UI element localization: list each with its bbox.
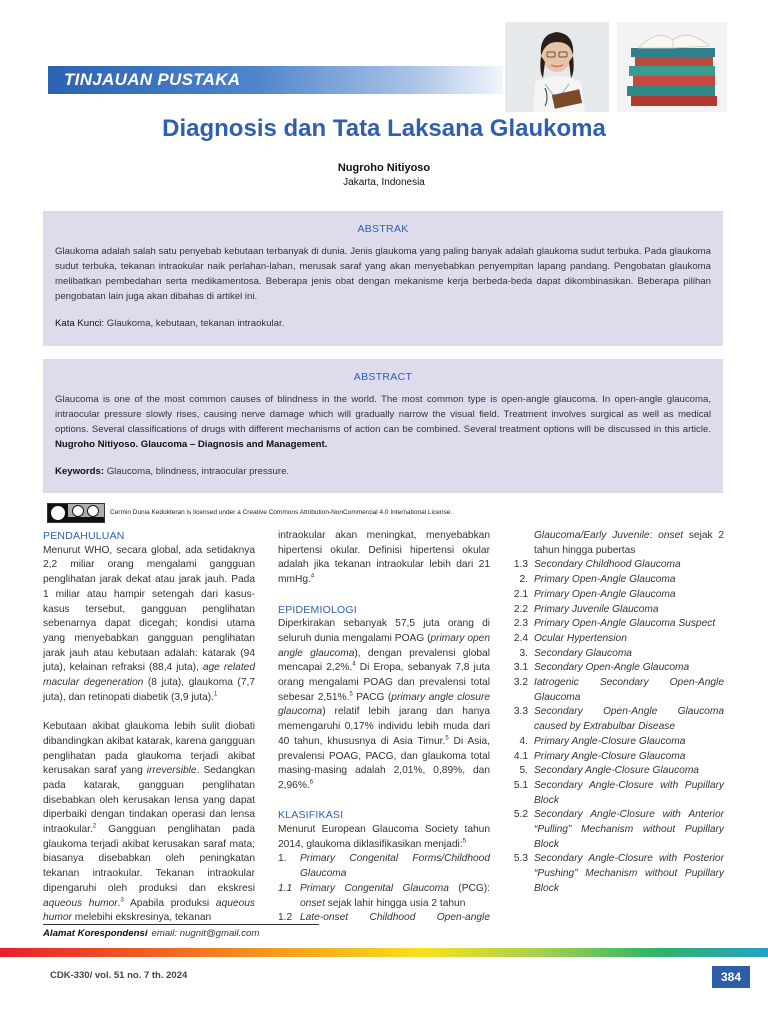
article-title: Diagnosis dan Tata Laksana Glaukoma: [162, 115, 606, 142]
abstrak-heading: ABSTRAK: [357, 223, 409, 235]
correspondence-label: Alamat Korespondensi: [43, 928, 148, 939]
list-item: 1.1 Primary Congenital Glaucoma (PCG): onset sejak lahir hingga usia 2 tahun: [278, 882, 491, 909]
list-item: 1.3 Secondary Childhood Glaucoma: [513, 559, 681, 571]
abstract-heading: ABSTRACT: [353, 371, 413, 383]
section-banner: [48, 66, 503, 94]
abstract-keywords-text: Glaucoma, blindness, intraocular pressure.: [104, 466, 290, 477]
column-2: [278, 529, 490, 926]
correspondence-email[interactable]: email: nugnit@gmail.com: [151, 928, 260, 939]
list-item: 3.1 Secondary Open-Angle Glaucoma: [513, 662, 690, 674]
list-item: 5.1 Secondary Angle-Closure with Pupillary Block: [513, 779, 724, 806]
footer-color-bar: [0, 948, 768, 957]
author-name: Nugroho Nitiyoso: [337, 162, 431, 174]
list-item: 5. Secondary Angle-Closure Glaucoma: [519, 765, 699, 777]
correspondence-divider: [43, 924, 319, 925]
cc-license-badge-icon[interactable]: [47, 503, 105, 523]
list-item: 3. Secondary Glaucoma: [519, 647, 632, 659]
list-item: 2.1 Primary Open-Angle Glaucoma: [513, 588, 676, 600]
classification-list: [510, 558, 724, 896]
page-number: 384: [712, 966, 750, 988]
abstrak-keywords-label: Kata Kunci:: [55, 318, 105, 329]
pendahuluan-paragraph-1: Menurut WHO, secara global, ada setidaknya 2,2 miliar orang mengalami gangguan penglihatan jarak dekat atau jarak jauh. Pada 1 miliar atau hampir setengah dari kasus-kasus tersebut, gangguan penglihatan sebenarnya dapat dicegah; kondisi utama yang menyebabkan gangguan penglihatan jarak jauh atau kebutaan adalah: katarak (94 juta), kelainan refraksi (88,4 juta), age related macular degeneration (8 juta), glaukoma (7,7 juta), dan retinopati diabetik (3,9 juta).$^1$: [43, 544, 255, 703]
section-label: TINJAUAN PUSTAKA: [64, 70, 241, 89]
list-item: 3.3 Secondary Open-Angle Glaucoma caused by Extrabulbar Disease: [513, 706, 724, 733]
abstract-box: [43, 359, 723, 493]
section-heading-epidemiologi: EPIDEMIOLOGI: [278, 603, 357, 616]
column-1: [43, 529, 255, 926]
journal-info: CDK-330/ vol. 51 no. 7 th. 2024: [50, 970, 188, 981]
abstrak-box: [43, 211, 723, 346]
pendahuluan-paragraph-2-continued: intraokular akan meningkat, menyebabkan hipertensi okular. Definisi hipertensi okular adalah jika tekanan intraokular lebih dari 21 mmHg.$^4$: [278, 530, 490, 586]
klasifikasi-intro: Menurut European Glaucoma Society tahun 2014, glaukoma diklasifikasikan menjadi:$^5$: [278, 824, 490, 850]
pendahuluan-paragraph-2: Kebutaan akibat glaukoma lebih sulit diobati dibandingkan akibat katarak, karena gangguan penglihatan pada glaukoma terjadi akibat kerusakan saraf yang irreversible. Sedangkan pada katarak, gangguan penglihatan disebabkan oleh kerusakan lensa yang dapat diperbaiki dengan tindakan operasi dan lensa intraokular.$^2$ Gangguan penglihatan pada glaukoma terjadi akibat kerusakan saraf mata; biasanya disebabkan oleh peningkatan tekanan intraokular. Tekanan intraokular dipengaruhi oleh produksi dan ekskresi aqueous humor.$^3$ Apabila produksi aqueous humor melebihi ekskresinya, tekanan: [43, 721, 255, 924]
list-item: 5.3 Secondary Angle-Closure with Posterior “Pushing” Mechanism without Pupillary Block: [513, 853, 724, 894]
abstract-keywords: [55, 464, 711, 479]
list-item: 2.4 Ocular Hypertension: [513, 632, 627, 644]
abstract-body: [55, 392, 711, 452]
list-item: 5.2 Secondary Angle-Closure with Anterior “Pulling” Mechanism without Pupillary Block: [513, 809, 724, 850]
list-item: 4. Primary Angle-Closure Glaucoma: [519, 735, 686, 747]
section-heading-klasifikasi: KLASIFIKASI: [278, 809, 344, 822]
abstract-keywords-label: Keywords:: [55, 466, 105, 477]
author-affiliation: Jakarta, Indonesia: [343, 177, 425, 188]
epidemiologi-paragraph: Diperkirakan sebanyak 57,5 juta orang di seluruh dunia mengalami POAG (primary open angle glaucoma), dengan prevalensi global mencapai 2,2%.$^4$ Di Eropa, sebanyak 7,8 juta orang mengalami POAG dan prevalensi total sebesar 2,51%.$^5$ PACG (primary angle closure glaucoma) relatif lebih jarang dan hanya memengaruhi 0,17% individu lebih muda dari 40 tahun, khususnya di Asia Timur.$^5$ Di Asia, prevalensi POAG, PACG, dan glaukoma total masing-masing adalah 2,01%, 0,89%, dan 2,96%.$^6$: [278, 618, 491, 791]
list-item-continued: Glaucoma/Early Juvenile: onset sejak 2 tahun hingga pubertas: [534, 530, 725, 556]
abstract-citation: Nugroho Nitiyoso. Glaucoma – Diagnosis and Management.: [55, 439, 328, 450]
abstrak-keywords-text: Glaukoma, kebutaan, tekanan intraokular.: [104, 318, 285, 329]
correspondence: [43, 928, 259, 939]
list-item: 3.2 Iatrogenic Secondary Open-Angle Glaucoma: [513, 677, 724, 703]
list-item: 2.3 Primary Open-Angle Glaucoma Suspect: [513, 618, 716, 630]
doctor-photo: [505, 22, 609, 112]
abstract-body-text: Glaucoma is one of the most common causes of blindness in the world. The most common type is open-angle glaucoma. In open-angle glaucoma, intraocular pressure slowly rises, causing nerve damage which will gradually narrow the visual field. Treatment involves surgical as well as medical options. Several classifications of drugs with different mechanisms of action can be combined. Several treatment options will be discussed in this article.: [55, 394, 711, 435]
books-photo: [617, 22, 727, 112]
list-item: 2. Primary Open-Angle Glaucoma: [519, 574, 676, 586]
list-item: 4.1 Primary Angle-Closure Glaucoma: [513, 750, 686, 762]
abstrak-keywords: [55, 316, 711, 331]
list-item: 1.2 Late-onset Childhood Open-angle: [278, 912, 490, 924]
list-item: 2.2 Primary Juvenile Glaucoma: [513, 603, 659, 615]
abstrak-body: Glaukoma adalah salah satu penyebab kebutaan terbanyak di dunia. Jenis glaukoma yang paling banyak adalah glaukoma sudut terbuka. Pada glaukoma sudut terbuka, tekanan intraokular naik perlahan-lahan, merusak saraf yang akan menyebabkan penyempitan lapang pandang. Pengobatan glaukoma melibatkan pembedahan serta medikamentosa. Beberapa jenis obat dengan mekanisme kerja berbeda-beda dapat dikombinasikan. Beberapa pilihan pengobatan lain juga akan dibahas di artikel ini.: [55, 246, 711, 302]
column-3: [510, 529, 724, 897]
license-text: Cermin Dunia Kedokteran is licensed under a Creative Commons Attribution-NonCommercial 4.0 International License.: [110, 509, 453, 516]
section-heading-pendahuluan: PENDAHULUAN: [43, 530, 125, 542]
list-item: 1. Primary Congenital Forms/Childhood Glaucoma: [278, 853, 490, 880]
